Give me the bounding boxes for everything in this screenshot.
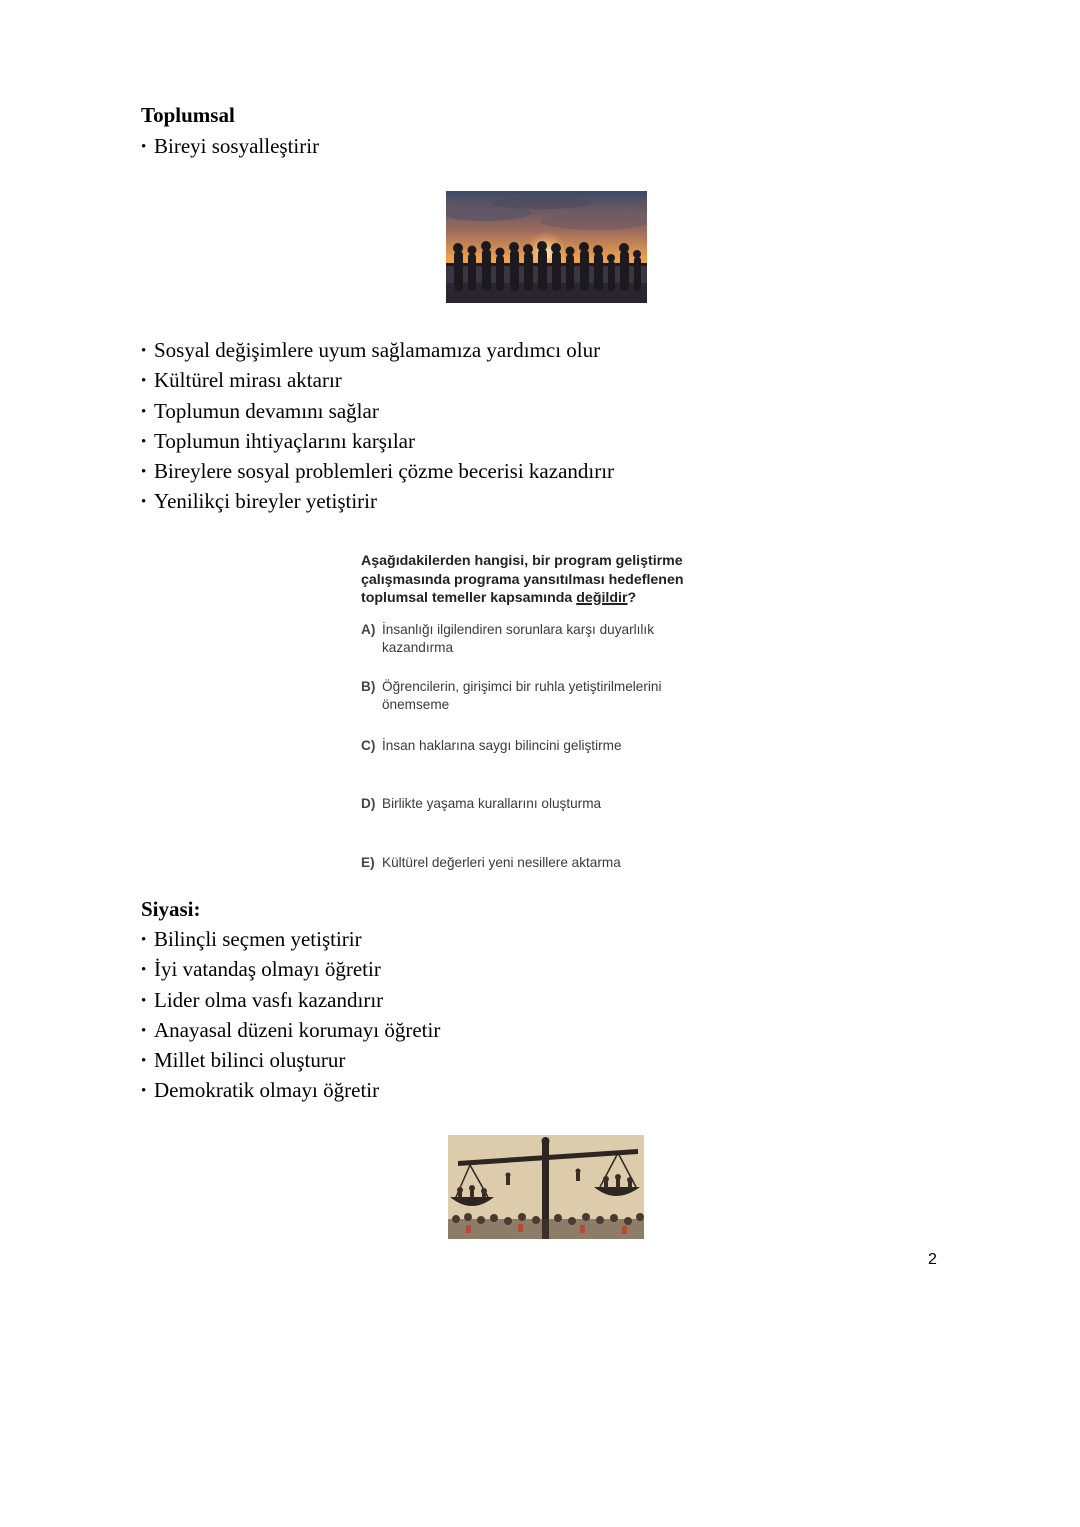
list-item: • Lider olma vasfı kazandırır	[141, 985, 440, 1015]
social-heading: Toplumsal	[141, 103, 235, 127]
bullet-icon: •	[141, 403, 147, 420]
page-number: 2	[928, 1251, 937, 1268]
list-item: • Anayasal düzeni korumayı öğretir	[141, 1015, 440, 1045]
list-item: • Demokratik olmayı öğretir	[141, 1075, 440, 1105]
bullet-icon: •	[141, 1083, 147, 1100]
social-intro-list	[141, 131, 319, 161]
list-item: • Bilinçli seçmen yetiştirir	[141, 924, 440, 954]
scale-icon	[448, 1135, 644, 1239]
question-block	[361, 552, 721, 870]
option-d: D) Birlikte yaşama kurallarını oluşturma	[361, 796, 602, 811]
bullet-icon: •	[141, 373, 147, 390]
political-heading: Siyasi:	[141, 897, 201, 921]
option-b: B) Öğrencilerin, girişimci bir ruhla yetiştirilmelerini önemseme	[361, 679, 662, 712]
bullet-icon: •	[141, 1053, 147, 1070]
list-item: • Sosyal değişimlere uyum sağlamamıza yardımcı olur	[141, 335, 614, 365]
list-item: • Kültürel mirası aktarır	[141, 365, 614, 395]
bullet-icon: •	[141, 992, 147, 1009]
social-list	[141, 335, 614, 517]
scale-of-justice-illustration	[448, 1135, 644, 1239]
bullet-icon: •	[141, 464, 147, 481]
bullet-icon: •	[141, 1022, 147, 1039]
list-item: • İyi vatandaş olmayı öğretir	[141, 954, 440, 984]
bullet-icon: •	[141, 932, 147, 948]
bullet-icon: •	[141, 343, 147, 359]
list-item: • Bireyi sosyalleştirir	[141, 131, 319, 161]
option-c: C) İnsan haklarına saygı bilincini geliştirme	[361, 738, 622, 753]
list-item: • Millet bilinci oluşturur	[141, 1045, 440, 1075]
option-a: A) İnsanlığı ilgilendiren sorunlara karşı duyarlılık kazandırma	[361, 622, 655, 655]
list-item: • Toplumun devamını sağlar	[141, 396, 614, 426]
bullet-icon: •	[141, 494, 147, 511]
photo-icon	[446, 191, 647, 303]
bullet-icon: •	[141, 433, 147, 450]
question-emphasis: değildir	[576, 590, 628, 606]
bullet-icon: •	[141, 139, 147, 155]
option-e: E) Kültürel değerleri yeni nesillere aktarma	[361, 855, 621, 870]
political-list	[141, 924, 440, 1106]
list-item: • Yenilikçi bireyler yetiştirir	[141, 486, 614, 516]
bullet-icon: •	[141, 962, 147, 979]
list-item: • Toplumun ihtiyaçlarını karşılar	[141, 426, 614, 456]
list-item: • Bireylere sosyal problemleri çözme becerisi kazandırır	[141, 456, 614, 486]
question-stem: Aşağıdakilerden hangisi, bir program geliştirme çalışmasında programa yansıtılması hedeflenen toplumsal temeller kapsamında değildir?	[361, 553, 684, 606]
sunset-people-photo	[446, 191, 647, 303]
